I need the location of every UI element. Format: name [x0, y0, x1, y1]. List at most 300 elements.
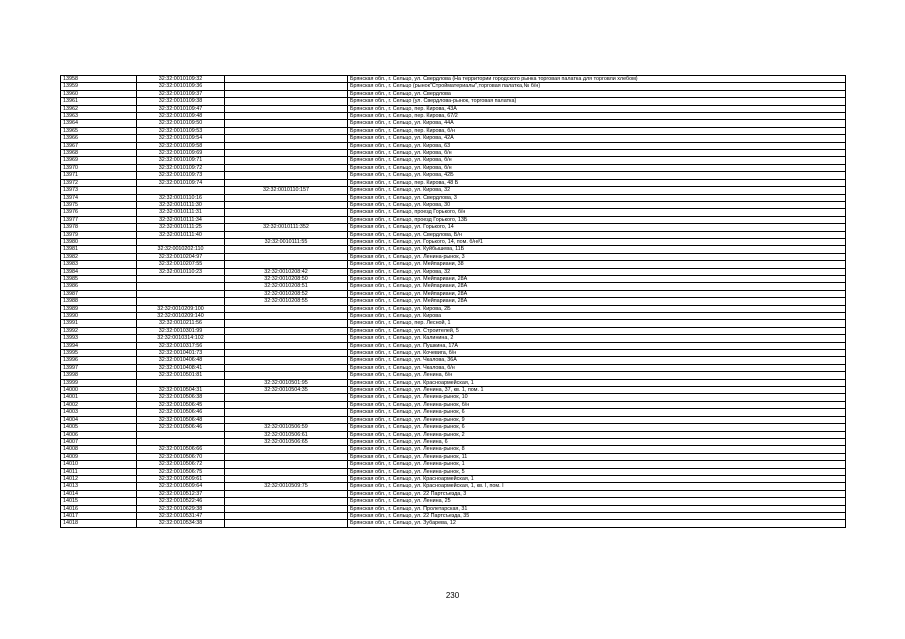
table-row: [61, 335, 846, 342]
record-number-cell: 13987: [61, 290, 137, 297]
cadastral-number-cell: 32:32:0010111:25: [137, 224, 225, 231]
cadastral-number-cell: 32:32:0010109:54: [137, 135, 225, 142]
address-cell: Брянская обл., г. Сельцо, ул. Чкалова, б/н: [348, 364, 846, 371]
cadastral-number-cell: [137, 298, 225, 305]
linked-cadastral-number-cell: [225, 357, 348, 364]
table-row: [61, 409, 846, 416]
cadastral-number-cell: 32:32:0010109:50: [137, 120, 225, 127]
record-number-cell: 13983: [61, 261, 137, 268]
address-cell: Брянская обл., г. Сельцо, ул. 22 Партсъезда, 35: [348, 512, 846, 519]
table-row: [61, 253, 846, 260]
table-row: [61, 342, 846, 349]
cadastral-number-cell: 32:32:0010109:74: [137, 179, 225, 186]
address-cell: Брянская обл., г. Сельцо, ул. Кирова, 42А: [348, 135, 846, 142]
cadastral-number-cell: 32:32:0010109:36: [137, 83, 225, 90]
cadastral-number-cell: 32:32:0010506:45: [137, 401, 225, 408]
linked-cadastral-number-cell: [225, 498, 348, 505]
address-cell: Брянская обл., г. Сельцо, ул. Кирова, 2Б: [348, 305, 846, 312]
address-cell: Брянская обл., г. Сельцо, ул. 22 Партсъезда, 3: [348, 490, 846, 497]
cadastral-number-cell: 32:32:0010109:37: [137, 90, 225, 97]
cadastral-number-cell: 32:32:0010522:46: [137, 498, 225, 505]
table-row: [61, 461, 846, 468]
linked-cadastral-number-cell: [225, 179, 348, 186]
record-number-cell: 13982: [61, 253, 137, 260]
cadastral-number-cell: 32:32:0010509:64: [137, 483, 225, 490]
table-row: [61, 431, 846, 438]
address-cell: Брянская обл., г. Сельцо, ул. Кирова, 63: [348, 142, 846, 149]
address-cell: Брянская обл., г. Сельцо, ул. Калинина, 2: [348, 335, 846, 342]
record-number-cell: 13993: [61, 335, 137, 342]
address-cell: Брянская обл., г. Сельцо, ул. Свердлова, 3: [348, 194, 846, 201]
address-cell: Брянская обл., г. Сельцо, ул. Ленина, б/н: [348, 372, 846, 379]
cadastral-number-cell: [137, 379, 225, 386]
linked-cadastral-number-cell: [225, 150, 348, 157]
cadastral-number-cell: 32:32:0010504:31: [137, 387, 225, 394]
address-cell: Брянская обл., г. Сельцо, ул. Ленина-рынок, 3: [348, 253, 846, 260]
table-row: [61, 113, 846, 120]
address-cell: Брянская обл., г. Сельцо, ул. Кирова, б/н: [348, 157, 846, 164]
record-number-cell: 14006: [61, 431, 137, 438]
table-row: [61, 98, 846, 105]
table-row: [61, 224, 846, 231]
table-row: [61, 446, 846, 453]
record-number-cell: 13976: [61, 209, 137, 216]
cadastral-number-cell: 32:32:0010211:56: [137, 320, 225, 327]
cadastral-number-cell: 32:32:0010506:66: [137, 446, 225, 453]
record-number-cell: 13969: [61, 157, 137, 164]
record-number-cell: 13972: [61, 179, 137, 186]
cadastral-number-cell: [137, 238, 225, 245]
record-number-cell: 13971: [61, 172, 137, 179]
table-row: [61, 179, 846, 186]
record-number-cell: 14016: [61, 505, 137, 512]
record-number-cell: 14003: [61, 409, 137, 416]
cadastral-number-cell: 32:32:0010408:41: [137, 364, 225, 371]
address-cell: Брянская обл., г. Сельцо, ул. Пролетарская, 31: [348, 505, 846, 512]
cadastral-number-cell: 32:32:0010506:46: [137, 409, 225, 416]
address-cell: Брянская обл., г. Сельцо, ул. Кирова, 32: [348, 187, 846, 194]
cadastral-number-cell: 32:32:0010506:38: [137, 394, 225, 401]
cadastral-number-cell: [137, 275, 225, 282]
linked-cadastral-number-cell: [225, 446, 348, 453]
record-number-cell: 13992: [61, 327, 137, 334]
linked-cadastral-number-cell: [225, 372, 348, 379]
table-row: [61, 150, 846, 157]
record-number-cell: 13958: [61, 76, 137, 83]
address-cell: Брянская обл., г. Сельцо, ул. Ленина-рынок, 1: [348, 461, 846, 468]
cadastral-number-cell: 32:32:0010207:55: [137, 261, 225, 268]
linked-cadastral-number-cell: [225, 342, 348, 349]
cadastral-number-cell: 32:32:0010202:110: [137, 246, 225, 253]
address-cell: Брянская обл., г. Сельцо, ул. Кирова, 44А: [348, 120, 846, 127]
record-number-cell: 13990: [61, 313, 137, 320]
record-number-cell: 13962: [61, 105, 137, 112]
record-number-cell: 13994: [61, 342, 137, 349]
linked-cadastral-number-cell: [225, 261, 348, 268]
cadastral-number-cell: 32:32:0010111:40: [137, 231, 225, 238]
record-number-cell: 13995: [61, 350, 137, 357]
record-number-cell: 14000: [61, 387, 137, 394]
cadastral-number-cell: [137, 283, 225, 290]
record-number-cell: 13975: [61, 201, 137, 208]
linked-cadastral-number-cell: [225, 305, 348, 312]
linked-cadastral-number-cell: [225, 505, 348, 512]
cadastral-number-cell: 32:32:0010531:47: [137, 512, 225, 519]
linked-cadastral-number-cell: [225, 120, 348, 127]
linked-cadastral-number-cell: [225, 157, 348, 164]
cadastral-number-cell: 32:32:0010301:99: [137, 327, 225, 334]
table-row: [61, 209, 846, 216]
linked-cadastral-number-cell: [225, 409, 348, 416]
address-cell: Брянская обл., г. Сельцо, ул. Зубарева, 12: [348, 520, 846, 527]
cadastral-number-cell: 32:32:0010109:58: [137, 142, 225, 149]
table-row: [61, 83, 846, 90]
cadastral-number-cell: 32:32:0010111:34: [137, 216, 225, 223]
linked-cadastral-number-cell: 32:32:0010208:52: [225, 290, 348, 297]
linked-cadastral-number-cell: [225, 350, 348, 357]
table-row: [61, 327, 846, 334]
cadastral-number-cell: 32:32:0010406:48: [137, 357, 225, 364]
address-cell: Брянская обл., г. Сельцо, ул. Строителей, 5: [348, 327, 846, 334]
record-number-cell: 14010: [61, 461, 137, 468]
cadastral-number-cell: 32:32:0010534:38: [137, 520, 225, 527]
address-cell: Брянская обл., г. Сельцо, ул. Кирова, 30: [348, 201, 846, 208]
record-number-cell: 14007: [61, 438, 137, 445]
address-cell: Брянская обл., г. Сельцо, ул. Мейпариани, 28А: [348, 283, 846, 290]
table-row: [61, 320, 846, 327]
record-number-cell: 13966: [61, 135, 137, 142]
record-number-cell: 13986: [61, 283, 137, 290]
linked-cadastral-number-cell: [225, 468, 348, 475]
address-cell: Брянская обл., г. Сельцо, ул. Красноармейская, 1: [348, 475, 846, 482]
linked-cadastral-number-cell: [225, 416, 348, 423]
cadastral-number-cell: 32:32:0010109:69: [137, 150, 225, 157]
table-row: [61, 401, 846, 408]
record-number-cell: 14001: [61, 394, 137, 401]
record-number-cell: 14011: [61, 468, 137, 475]
record-number-cell: 13998: [61, 372, 137, 379]
record-number-cell: 13978: [61, 224, 137, 231]
table-row: [61, 231, 846, 238]
linked-cadastral-number-cell: 32:32:0010506:61: [225, 431, 348, 438]
cadastral-number-cell: 32:32:0010109:48: [137, 113, 225, 120]
table-row: [61, 194, 846, 201]
address-cell: Брянская обл., г. Сельцо, ул. Красноармейская, 1, кв. I, пом. I: [348, 483, 846, 490]
address-cell: Брянская обл., г. Сельцо, пер. Лесной, 1: [348, 320, 846, 327]
cadastral-number-cell: 32:32:0010109:32: [137, 76, 225, 83]
address-cell: Брянская обл., г. Сельцо, ул. Мейпариани, 28А: [348, 275, 846, 282]
record-number-cell: 13960: [61, 90, 137, 97]
address-cell: Брянская обл., г. Сельцо, проезд Горького, б/н: [348, 209, 846, 216]
address-cell: Брянская обл., г. Сельцо, ул. Ленина-рынок, 8: [348, 446, 846, 453]
record-number-cell: 13959: [61, 83, 137, 90]
address-cell: Брянская обл., г. Сельцо, ул. Красноармейская, 1: [348, 379, 846, 386]
linked-cadastral-number-cell: 32:32:0010208:42: [225, 268, 348, 275]
record-number-cell: 13961: [61, 98, 137, 105]
linked-cadastral-number-cell: [225, 335, 348, 342]
table-row: [61, 475, 846, 482]
table-row: [61, 275, 846, 282]
table-row: [61, 505, 846, 512]
cadastral-number-cell: 32:32:0010506:75: [137, 468, 225, 475]
linked-cadastral-number-cell: [225, 209, 348, 216]
address-cell: Брянская обл., г. Сельцо, ул. Кирова: [348, 313, 846, 320]
linked-cadastral-number-cell: [225, 327, 348, 334]
address-cell: Брянская обл., г. Сельцо, ул. Чкалова, 36А: [348, 357, 846, 364]
linked-cadastral-number-cell: [225, 512, 348, 519]
table-row: [61, 142, 846, 149]
cadastral-number-cell: 32:32:0010506:48: [137, 416, 225, 423]
cadastral-number-cell: 32:32:0010209:100: [137, 305, 225, 312]
linked-cadastral-number-cell: 32:32:0010506:65: [225, 438, 348, 445]
linked-cadastral-number-cell: [225, 113, 348, 120]
record-number-cell: 13973: [61, 187, 137, 194]
record-number-cell: 14002: [61, 401, 137, 408]
table-row: [61, 268, 846, 275]
address-cell: Брянская обл., г. Сельцо, ул. Кирова, 42Б: [348, 172, 846, 179]
address-cell: Брянская обл., г. Сельцо (ул. Свердлова-рынок, торговая палатка): [348, 98, 846, 105]
record-number-cell: 13981: [61, 246, 137, 253]
cadastral-number-cell: 32:32:0010209:140: [137, 313, 225, 320]
linked-cadastral-number-cell: 32:32:0010110:157: [225, 187, 348, 194]
table-row: [61, 238, 846, 245]
table-row: [61, 498, 846, 505]
record-number-cell: 13979: [61, 231, 137, 238]
address-cell: Брянская обл., г. Сельцо (рынок"Стройматериалы",торговая палатка,№ б/н): [348, 83, 846, 90]
address-cell: Брянская обл., г. Сельцо, ул. Кирова, б/н: [348, 150, 846, 157]
cadastral-number-cell: 32:32:0010109:71: [137, 157, 225, 164]
address-cell: Брянская обл., г. Сельцо, пер. Кирова, 43А: [348, 105, 846, 112]
address-cell: Брянская обл., г. Сельцо, ул. Кирова, 32: [348, 268, 846, 275]
records-table-body: [61, 76, 846, 528]
record-number-cell: 13974: [61, 194, 137, 201]
table-row: [61, 438, 846, 445]
table-row: [61, 350, 846, 357]
cadastral-number-cell: 32:32:0010314:102: [137, 335, 225, 342]
address-cell: Брянская обл., г. Сельцо, ул. Свердлова, Б/н: [348, 231, 846, 238]
address-cell: Брянская обл., г. Сельцо, ул. Горького, 14, пом. б/н#1: [348, 238, 846, 245]
cadastral-number-cell: 32:32:0010204:97: [137, 253, 225, 260]
address-cell: Брянская обл., г. Сельцо, ул. Кирова, б/н: [348, 164, 846, 171]
address-cell: Брянская обл., г. Сельцо, ул. Ленина-рынок, 2: [348, 431, 846, 438]
address-cell: Брянская обл., г. Сельцо, ул. Мейпариани, 28А: [348, 298, 846, 305]
table-row: [61, 453, 846, 460]
table-row: [61, 105, 846, 112]
linked-cadastral-number-cell: [225, 172, 348, 179]
table-row: [61, 357, 846, 364]
address-cell: Брянская обл., г. Сельцо, ул. Ленина-рынок, 6: [348, 424, 846, 431]
linked-cadastral-number-cell: [225, 83, 348, 90]
address-cell: Брянская обл., г. Сельцо, проезд Горького, 13Б: [348, 216, 846, 223]
cadastral-number-cell: 32:32:0010111:30: [137, 201, 225, 208]
record-number-cell: 13965: [61, 127, 137, 134]
record-number-cell: 14004: [61, 416, 137, 423]
linked-cadastral-number-cell: [225, 475, 348, 482]
record-number-cell: 13991: [61, 320, 137, 327]
linked-cadastral-number-cell: [225, 105, 348, 112]
linked-cadastral-number-cell: [225, 76, 348, 83]
cadastral-number-cell: 32:32:0010501:81: [137, 372, 225, 379]
linked-cadastral-number-cell: 32:32:0010208:51: [225, 283, 348, 290]
records-table: [60, 75, 846, 528]
table-row: [61, 90, 846, 97]
linked-cadastral-number-cell: [225, 520, 348, 527]
address-cell: Брянская обл., г. Сельцо, ул. Свердлова (На территории городского рынка торговая палатка для торговли хлебом): [348, 76, 846, 83]
linked-cadastral-number-cell: [225, 490, 348, 497]
linked-cadastral-number-cell: 32:32:0010208:55: [225, 298, 348, 305]
cadastral-number-cell: [137, 431, 225, 438]
cadastral-number-cell: 32:32:0010109:72: [137, 164, 225, 171]
address-cell: Брянская обл., г. Сельцо, пер. Кирова, б/н: [348, 127, 846, 134]
record-number-cell: 13977: [61, 216, 137, 223]
address-cell: Брянская обл., г. Сельцо, ул. Ленина, 37, кв. 1, пом. 1: [348, 387, 846, 394]
record-number-cell: 14009: [61, 453, 137, 460]
table-row: [61, 201, 846, 208]
linked-cadastral-number-cell: [225, 394, 348, 401]
table-row: [61, 127, 846, 134]
cadastral-number-cell: 32:32:0010109:73: [137, 172, 225, 179]
table-row: [61, 379, 846, 386]
table-row: [61, 283, 846, 290]
linked-cadastral-number-cell: [225, 201, 348, 208]
cadastral-number-cell: 32:32:0010109:53: [137, 127, 225, 134]
linked-cadastral-number-cell: 32:32:0010208:50: [225, 275, 348, 282]
record-number-cell: 14013: [61, 483, 137, 490]
linked-cadastral-number-cell: [225, 164, 348, 171]
cadastral-number-cell: 32:32:0010506:70: [137, 453, 225, 460]
linked-cadastral-number-cell: 32:32:0010506:59: [225, 424, 348, 431]
linked-cadastral-number-cell: [225, 364, 348, 371]
cadastral-number-cell: 32:32:0010110:23: [137, 268, 225, 275]
address-cell: Брянская обл., г. Сельцо, пер. Кирова, 48 Б: [348, 179, 846, 186]
cadastral-number-cell: 32:32:0010506:46: [137, 424, 225, 431]
table-row: [61, 290, 846, 297]
table-row: [61, 246, 846, 253]
address-cell: Брянская обл., г. Сельцо, ул. Ленина-рынок, 10: [348, 394, 846, 401]
linked-cadastral-number-cell: [225, 194, 348, 201]
record-number-cell: 13970: [61, 164, 137, 171]
table-row: [61, 468, 846, 475]
record-number-cell: 13999: [61, 379, 137, 386]
record-number-cell: 13989: [61, 305, 137, 312]
address-cell: Брянская обл., г. Сельцо, ул. Ленина-рынок, б/н: [348, 401, 846, 408]
record-number-cell: 13984: [61, 268, 137, 275]
table-row: [61, 387, 846, 394]
linked-cadastral-number-cell: 32:32:0010501:95: [225, 379, 348, 386]
cadastral-number-cell: [137, 187, 225, 194]
record-number-cell: 13997: [61, 364, 137, 371]
linked-cadastral-number-cell: [225, 127, 348, 134]
table-row: [61, 490, 846, 497]
table-row: [61, 187, 846, 194]
linked-cadastral-number-cell: [225, 135, 348, 142]
address-cell: Брянская обл., г. Сельцо, ул. Горького, 14: [348, 224, 846, 231]
linked-cadastral-number-cell: 32:32:0010111:352: [225, 224, 348, 231]
cadastral-number-cell: 32:32:0010509:61: [137, 475, 225, 482]
linked-cadastral-number-cell: [225, 246, 348, 253]
table-row: [61, 424, 846, 431]
table-row: [61, 120, 846, 127]
address-cell: Брянская обл., г. Сельцо, ул. Кочевига, б/н: [348, 350, 846, 357]
table-row: [61, 172, 846, 179]
address-cell: Брянская обл., г. Сельцо, ул. Свердлова: [348, 90, 846, 97]
table-row: [61, 135, 846, 142]
record-number-cell: 13967: [61, 142, 137, 149]
record-number-cell: 14014: [61, 490, 137, 497]
cadastral-number-cell: 32:32:0010512:37: [137, 490, 225, 497]
address-cell: Брянская обл., г. Сельцо, ул. Куйбышева, 11Б: [348, 246, 846, 253]
linked-cadastral-number-cell: [225, 253, 348, 260]
address-cell: Брянская обл., г. Сельцо, ул. Ленина, 25: [348, 498, 846, 505]
address-cell: Брянская обл., г. Сельцо, ул. Ленина-рынок, 5: [348, 468, 846, 475]
address-cell: Брянская обл., г. Сельцо, ул. Ленина-рынок, 6: [348, 409, 846, 416]
record-number-cell: 13964: [61, 120, 137, 127]
table-row: [61, 520, 846, 527]
linked-cadastral-number-cell: [225, 98, 348, 105]
linked-cadastral-number-cell: 32:32:0010111:55: [225, 238, 348, 245]
cadastral-number-cell: 32:32:0010109:47: [137, 105, 225, 112]
table-row: [61, 313, 846, 320]
record-number-cell: 14018: [61, 520, 137, 527]
page-number: 230: [445, 591, 460, 600]
linked-cadastral-number-cell: 32:32:0010504:35: [225, 387, 348, 394]
table-row: [61, 483, 846, 490]
linked-cadastral-number-cell: [225, 231, 348, 238]
cadastral-number-cell: 32:32:0010401:73: [137, 350, 225, 357]
address-cell: Брянская обл., г. Сельцо, ул. Мейпариани, 28А: [348, 290, 846, 297]
linked-cadastral-number-cell: [225, 90, 348, 97]
cadastral-number-cell: 32:32:0010629:38: [137, 505, 225, 512]
linked-cadastral-number-cell: [225, 453, 348, 460]
cadastral-number-cell: 32:32:0010317:56: [137, 342, 225, 349]
linked-cadastral-number-cell: [225, 461, 348, 468]
address-cell: Брянская обл., г. Сельцо, ул. Ленина-рынок, 9: [348, 416, 846, 423]
cadastral-number-cell: 32:32:0010110:16: [137, 194, 225, 201]
cadastral-number-cell: [137, 438, 225, 445]
cadastral-number-cell: [137, 290, 225, 297]
record-number-cell: 13988: [61, 298, 137, 305]
table-row: [61, 305, 846, 312]
table-row: [61, 364, 846, 371]
table-row: [61, 298, 846, 305]
address-cell: Брянская обл., г. Сельцо, ул. Ленина, 6: [348, 438, 846, 445]
linked-cadastral-number-cell: [225, 313, 348, 320]
linked-cadastral-number-cell: [225, 401, 348, 408]
table-row: [61, 372, 846, 379]
linked-cadastral-number-cell: 32:32:0010509:75: [225, 483, 348, 490]
record-number-cell: 13996: [61, 357, 137, 364]
record-number-cell: 13968: [61, 150, 137, 157]
record-number-cell: 14012: [61, 475, 137, 482]
linked-cadastral-number-cell: [225, 142, 348, 149]
table-row: [61, 261, 846, 268]
table-row: [61, 157, 846, 164]
record-number-cell: 14017: [61, 512, 137, 519]
table-row: [61, 394, 846, 401]
table-row: [61, 512, 846, 519]
table-row: [61, 416, 846, 423]
table-row: [61, 76, 846, 83]
address-cell: Брянская обл., г. Сельцо, пер. Кирова, 67/2: [348, 113, 846, 120]
cadastral-number-cell: 32:32:0010506:72: [137, 461, 225, 468]
record-number-cell: 14008: [61, 446, 137, 453]
record-number-cell: 13963: [61, 113, 137, 120]
cadastral-number-cell: 32:32:0010109:38: [137, 98, 225, 105]
address-cell: Брянская обл., г. Сельцо, ул. Мейпариани, 38: [348, 261, 846, 268]
linked-cadastral-number-cell: [225, 320, 348, 327]
address-cell: Брянская обл., г. Сельцо, ул. Ленина-рынок, 11: [348, 453, 846, 460]
table-row: [61, 216, 846, 223]
